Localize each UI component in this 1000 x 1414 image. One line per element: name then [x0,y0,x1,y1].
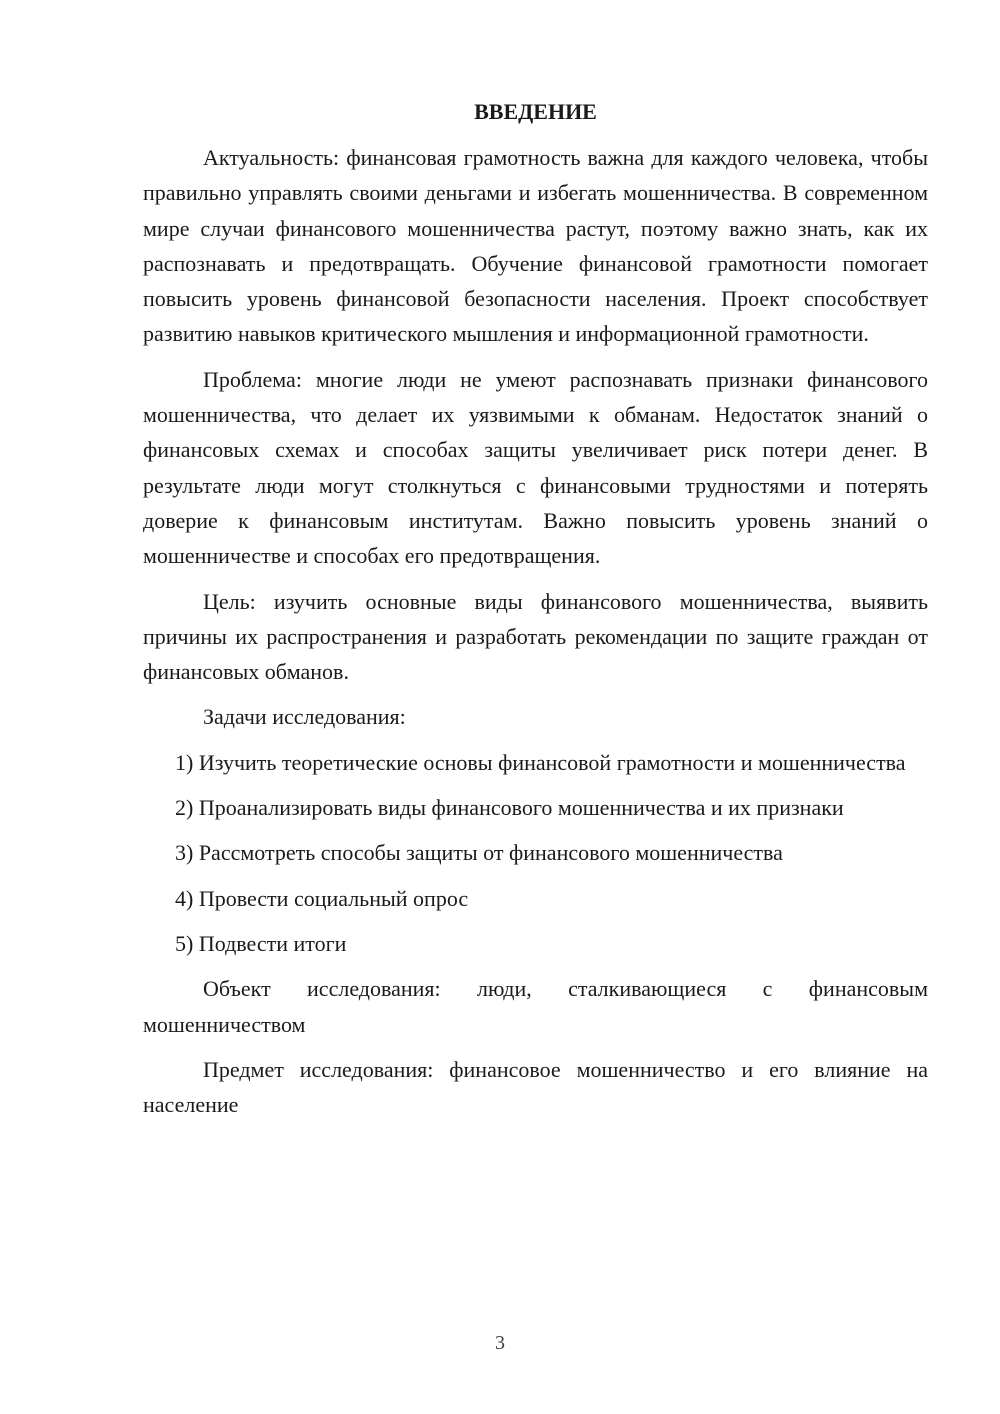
page-content [143,94,928,1132]
goal-paragraph: Цель: изучить основные виды финансового мошенничества, выявить причины их распространения и разработать рекомендации по защите граждан от финансовых обманов. [143,588,928,685]
page-number: 3 [495,1332,505,1354]
task-item: 3) Рассмотреть способы защиты от финансового мошенничества [175,840,783,866]
task-item: 5) Подвести итоги [175,930,347,956]
task-item: 4) Провести социальный опрос [175,885,469,911]
task-item: 1) Изучить теоретические основы финансовой грамотности и мошенничества [175,749,906,775]
page-title: ВВЕДЕНИЕ [474,99,597,124]
problem-paragraph: Проблема: многие люди не умеют распознавать признаки финансового мошенничества, что делает их уязвимыми к обманам. Недостаток знаний о финансовых схемах и способах защиты увеличивает риск потери денег. В результате люди могут столкнуться с финансовыми трудностями и потерять доверие к финансовым институтам. Важно повысить уровень знаний о мошенничестве и способах его предотвращения. [143,366,928,569]
tasks-list [143,745,928,961]
object-paragraph: Объект исследования: люди, сталкивающиеся с финансовым мошенничеством [143,976,928,1037]
subject-paragraph: Предмет исследования: финансовое мошенничество и его влияние на население [143,1056,928,1118]
tasks-heading: Задачи исследования: [203,704,406,730]
relevance-paragraph: Актуальность: финансовая грамотность важна для каждого человека, чтобы правильно управлять своими деньгами и избегать мошенничества. В современном мире случаи финансового мошенничества растут, поэтому важно знать, как их распознавать и предотвращать. Обучение финансовой грамотности помогает повысить уровень финансовой безопасности населения. Проект способствует развитию навыков критического мышления и информационной грамотности. [143,145,928,347]
task-item: 2) Проанализировать виды финансового мошенничества и их признаки [175,795,844,821]
